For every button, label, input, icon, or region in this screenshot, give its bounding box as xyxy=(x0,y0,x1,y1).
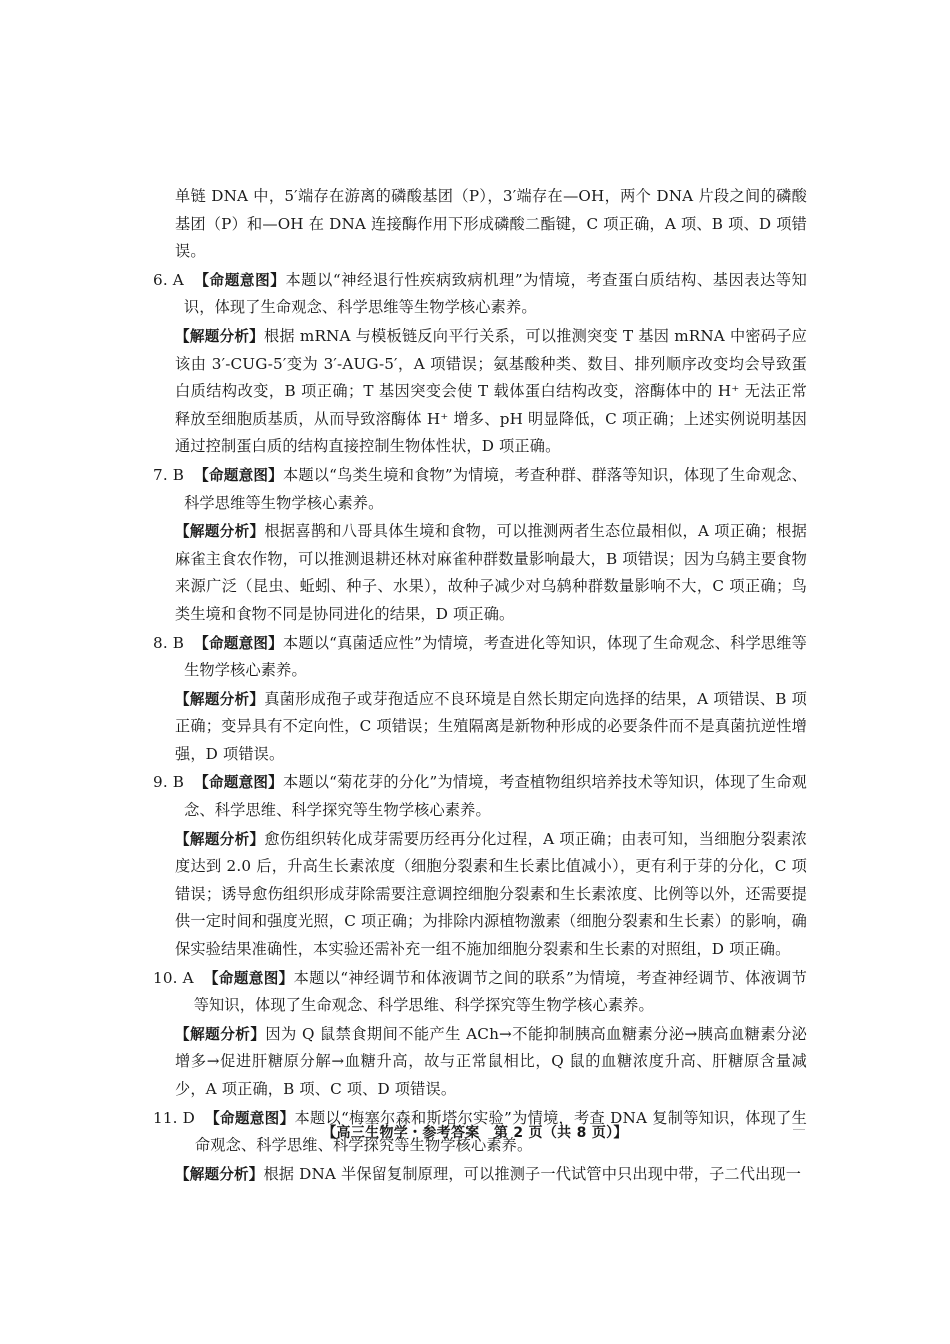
analysis-paragraph-8 xyxy=(175,686,807,769)
answer-number: 9. B xyxy=(153,773,185,792)
analysis-tag: 【解题分析】 xyxy=(175,830,265,848)
intent-tag: 【命题意图】 xyxy=(194,634,283,652)
intent-text: 本题以“梅塞尔森和斯塔尔实验”为情境，考查 DNA 复制等知识，体现了生命观念、科学思维、科学探究等生物学核心素养。 xyxy=(194,1108,807,1155)
analysis-paragraph-11 xyxy=(175,1161,807,1189)
answer-item-8 xyxy=(153,630,807,685)
intent-text: 本题以“真菌适应性”为情境，考查进化等知识，体现了生命观念、科学思维等生物学核心素养。 xyxy=(184,633,807,680)
analysis-text: 真菌形成孢子或芽孢适应不良环境是自然长期定向选择的结果，A 项错误、B 项正确；变异具有不定向性，C 项错误；生殖隔离是新物种形成的必要条件而不是真菌抗逆性增强，D 项错误。 xyxy=(175,689,807,763)
answer-number: 11. D xyxy=(153,1108,195,1127)
intent-text: 本题以“菊花芽的分化”为情境，考查植物组织培养技术等知识，体现了生命观念、科学思维、科学探究等生物学核心素养。 xyxy=(184,773,807,820)
analysis-text: 根据喜鹊和八哥具体生境和食物，可以推测两者生态位最相似，A 项正确；根据麻雀主食农作物，可以推测退耕还林对麻雀种群数量影响最大，B 项错误；因为乌鸫主要食物来源广泛（昆虫、蚯蚓、种子、水果），故种子减少对乌鸫种群数量影响不大，C 项正确；鸟类生境和食物不同是协同进化的结果，D 项正确。 xyxy=(175,522,807,623)
analysis-text: 愈伤组织转化成芽需要历经再分化过程，A 项正确；由表可知，当细胞分裂素浓度达到 2.0 后，升高生长素浓度（细胞分裂素和生长素比值减小），更有利于芽的分化，C 项错误；诱导愈伤组织形成芽除需要注意调控细胞分裂素和生长素浓度、比例等以外，还需要提供一定时间和强度光照，C 项正确；为排除内源植物激素（细胞分裂素和生长素）的影响，确保实验结果准确性，本实验还需补充一组不施加细胞分裂素和生长素的对照组，D 项正确。 xyxy=(175,829,807,959)
answer-number: 8. B xyxy=(153,633,185,652)
answer-number: 6. A xyxy=(153,270,184,289)
intent-tag: 【命题意图】 xyxy=(194,774,283,792)
answer-item-7 xyxy=(153,462,807,517)
analysis-paragraph-10 xyxy=(175,1021,807,1104)
intent-tag: 【命题意图】 xyxy=(203,969,294,987)
continuation-paragraph: 单链 DNA 中，5′端存在游离的磷酸基团（P），3′端存在—OH，两个 DNA 片段之间的磷酸基团（P）和—OH 在 DNA 连接酶作用下形成磷酸二酯键，C 项正确，A 项、B 项、D 项错误。 xyxy=(175,187,807,261)
analysis-tag: 【解题分析】 xyxy=(175,327,264,345)
analysis-tag: 【解题分析】 xyxy=(175,1165,264,1183)
intent-tag: 【命题意图】 xyxy=(194,466,283,484)
intent-text: 本题以“神经调节和体液调节之间的联系”为情境，考查神经调节、体液调节等知识，体现了生命观念、科学思维、科学探究等生物学核心素养。 xyxy=(193,968,807,1015)
footer-rule xyxy=(793,1129,805,1130)
intent-tag: 【命题意图】 xyxy=(204,1109,295,1127)
answer-content xyxy=(153,183,808,1188)
analysis-paragraph-7 xyxy=(175,518,807,628)
analysis-tag: 【解题分析】 xyxy=(175,690,265,708)
analysis-text: 根据 DNA 半保留复制原理，可以推测子一代试管中只出现中带，子二代出现一 xyxy=(263,1164,802,1183)
answer-number: 10. A xyxy=(153,968,194,987)
analysis-paragraph-9 xyxy=(175,826,807,964)
intent-tag: 【命题意图】 xyxy=(193,271,286,289)
analysis-text: 因为 Q 鼠禁食期间不能产生 ACh→不能抑制胰高血糖素分泌→胰高血糖素分泌增多→促进肝糖原分解→血糖升高，故与正常鼠相比，Q 鼠的血糖浓度升高、肝糖原含量减少，A 项正确，B 项、C 项、D 项错误。 xyxy=(175,1024,807,1098)
analysis-paragraph-6 xyxy=(175,323,807,461)
answer-number: 7. B xyxy=(153,465,185,484)
analysis-text: 根据 mRNA 与模板链反向平行关系，可以推测突变 T 基因 mRNA 中密码子应该由 3′-CUG-5′变为 3′-AUG-5′，A 项错误；氨基酸种类、数目、排列顺序改变均会导致蛋白质结构改变，B 项正确；T 基因突变会使 T 载体蛋白结构改变，溶酶体中的 H⁺ 无法正常释放至细胞质基质，从而导致溶酶体 H⁺ 增多、pH 明显降低，C 项正确；上述实例说明基因通过控制蛋白质的结构直接控制生物体性状，D 项正确。 xyxy=(175,326,808,456)
intent-text: 本题以“神经退行性疾病致病机理”为情境，考查蛋白质结构、基因表达等知识，体现了生命观念、科学思维等生物学核心素养。 xyxy=(183,270,807,317)
answer-item-9 xyxy=(153,769,807,824)
intent-text: 本题以“鸟类生境和食物”为情境，考查种群、群落等知识，体现了生命观念、科学思维等生物学核心素养。 xyxy=(184,465,807,512)
answer-item-10 xyxy=(153,965,807,1020)
page-footer: 【高三生物学・参考答案 第 2 页（共 8 页）】 xyxy=(322,1125,628,1141)
analysis-tag: 【解题分析】 xyxy=(175,1025,266,1043)
answer-item-6 xyxy=(153,267,807,322)
analysis-tag: 【解题分析】 xyxy=(175,523,265,541)
